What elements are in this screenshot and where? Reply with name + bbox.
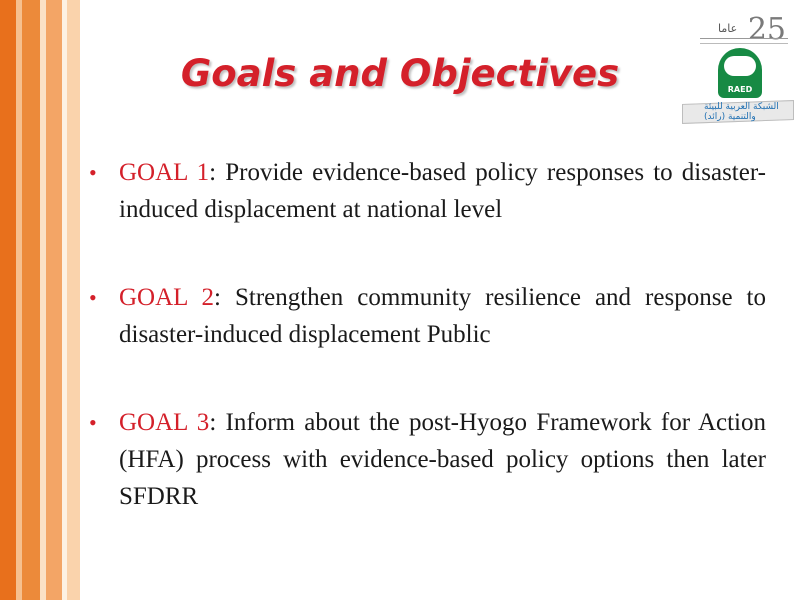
goal-item [86,154,766,228]
goal-item [86,404,766,515]
logo-emblem-text: RAED [727,85,753,94]
bullet-icon: • [89,160,97,185]
stripe [46,0,62,600]
logo-arabic-bottom: الشبكة العربية للبيئة والتنمية (رائد) [704,102,779,122]
bullet-icon: • [89,410,97,435]
emblem-leaf [724,56,756,76]
goal-label: GOAL 2 [119,284,215,311]
logo-arabic-top: عاما [718,22,738,35]
slide-title: Goals and Objectives [180,52,620,95]
raed-logo [682,12,792,130]
goal-label: GOAL 1 [119,159,210,186]
tree-icon [718,48,762,98]
anniversary-number: 25 [747,12,786,47]
bullet-icon: • [89,285,97,310]
logo-divider [700,38,788,44]
goal-text: : Strengthen community resilience and response to disaster-induced displacement Public [119,284,766,348]
stripe [0,0,16,600]
goal-text: : Inform about the post-Hyogo Framework for Action (HFA) process with evidence-based policy options then later SFDRR [119,409,766,510]
goal-item [86,279,766,353]
goal-label: GOAL 3 [119,409,210,436]
stripe [67,0,80,600]
goal-text: : Provide evidence-based policy responses to disaster-induced displacement at national level [119,159,767,223]
goals-list [86,154,766,566]
stripe [22,0,40,600]
decorative-stripes [0,0,82,600]
